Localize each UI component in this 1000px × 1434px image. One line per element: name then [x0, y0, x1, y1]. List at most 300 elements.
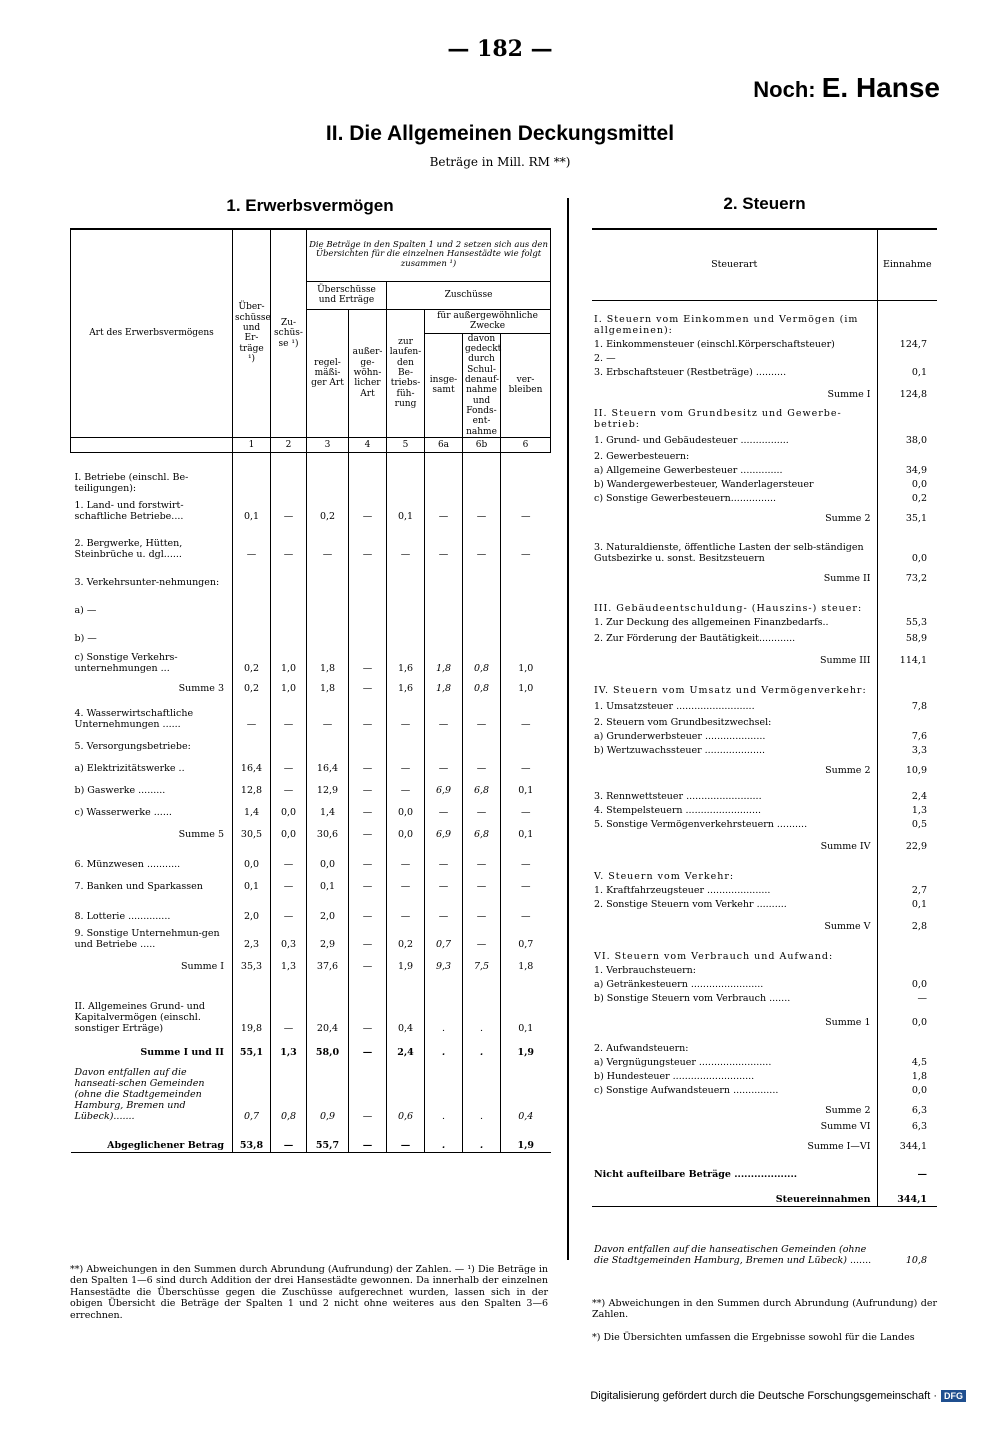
row-label: 3. Naturaldienste, öffentliche Lasten der selb-ständigen Gutsbezirke u. sonst. Besitzsteuern: [594, 541, 864, 564]
row-cell: 37,6: [307, 950, 349, 972]
row-cell: 0,1: [501, 774, 551, 796]
row-label: 4. Stempelsteuern .........................: [594, 804, 762, 816]
row-cell: —: [349, 644, 387, 674]
row-cell: 0,4: [501, 1058, 551, 1122]
table-row: [71, 674, 551, 694]
table-row: [592, 697, 937, 713]
row-value: 344,1: [877, 1181, 937, 1207]
table-row: [592, 337, 937, 351]
row-label: 8. Lotterie ..............: [74, 910, 171, 922]
row-label: Summe 1: [825, 1016, 871, 1028]
row-cell: 0,7: [233, 1058, 271, 1122]
section2-heading: 2. Steuern: [723, 194, 806, 213]
row-label: a) Grunderwerbsteuer ....................: [594, 730, 766, 742]
row-value: 38,0: [877, 431, 937, 447]
row-cell: —: [387, 752, 425, 774]
row-cell: [463, 560, 501, 588]
table-row: [592, 897, 937, 911]
row-cell: [233, 730, 271, 752]
row-cell: —: [425, 752, 463, 774]
row-cell: [463, 452, 501, 494]
row-value: 58,9: [877, 629, 937, 645]
row-cell: .: [463, 1122, 501, 1152]
row-cell: 0,3: [271, 922, 307, 950]
row-cell: 0,1: [501, 972, 551, 1034]
row-cell: 1,4: [307, 796, 349, 818]
row-value: [877, 713, 937, 729]
row-cell: —: [501, 752, 551, 774]
row-label: Summe I: [180, 960, 224, 972]
digitization-credit: [590, 1390, 966, 1402]
row-cell: —: [271, 1122, 307, 1152]
table-row: [592, 1083, 937, 1097]
row-cell: —: [501, 694, 551, 730]
row-cell: [501, 560, 551, 588]
row-cell: —: [501, 494, 551, 522]
row-cell: .: [425, 1034, 463, 1058]
footnote-right: **) Abweichungen in den Summen durch Abrundung (Aufrundung) der Zahlen.: [592, 1298, 937, 1321]
row-label: a) Vergnügungsteuer ........................: [594, 1056, 772, 1068]
row-label: Summe I und II: [140, 1046, 224, 1058]
col-ueberschuesse-header: Über-schüsse und Er-träge ¹): [233, 229, 271, 437]
col-num: 3: [307, 437, 349, 452]
row-label: Summe III: [819, 654, 871, 666]
row-cell: 1,0: [501, 644, 551, 674]
table-row: [71, 972, 551, 1034]
table-row: [592, 757, 937, 777]
footnote-left: **) Abweichungen in den Summen durch Abrundung (Aufrundung) der Zahlen. — ¹) Die Beträge in den Spalten 1—6 sind durch Addition der drei Hansestädte gewonnen. Da innerhalb der einzelnen Hansestädte die Überschüsse gegen die Zuschüsse aufgerechnet wurden, lassen sich in der obigen Übersicht die Beträge der Spalten 1 und 2 nicht ohne weiteres aus den Spalten 3—6 errechnen.: [70, 1264, 548, 1321]
row-cell: —: [501, 870, 551, 892]
row-value: 34,9: [877, 463, 937, 477]
row-cell: 0,9: [307, 1058, 349, 1122]
row-cell: 2,4: [387, 1034, 425, 1058]
row-cell: —: [463, 796, 501, 818]
table-row: [592, 713, 937, 729]
row-value: 35,1: [877, 505, 937, 525]
row-cell: .: [425, 1058, 463, 1122]
row-cell: 12,8: [233, 774, 271, 796]
row-cell: —: [387, 840, 425, 870]
row-label: c) Sonstige Aufwandsteuern ...............: [594, 1084, 779, 1096]
row-cell: 0,6: [387, 1058, 425, 1122]
row-value: 0,0: [877, 477, 937, 491]
row-cell: [349, 730, 387, 752]
row-cell: 1,3: [271, 1034, 307, 1058]
row-value: 344,1: [877, 1133, 937, 1153]
table-row: [592, 447, 937, 463]
row-cell: [387, 560, 425, 588]
row-cell: [307, 616, 349, 644]
table-row: [592, 379, 937, 401]
row-cell: 2,9: [307, 922, 349, 950]
row-value: 0,2: [877, 491, 937, 505]
row-cell: 2,0: [307, 892, 349, 922]
row-cell: 1,8: [307, 644, 349, 674]
row-cell: .: [463, 1034, 501, 1058]
col-num: 1: [233, 437, 271, 452]
row-value: 10,9: [877, 757, 937, 777]
row-cell: [271, 616, 307, 644]
table-row: [71, 616, 551, 644]
row-cell: 12,9: [307, 774, 349, 796]
row-value: 55,3: [877, 615, 937, 629]
row-cell: [425, 616, 463, 644]
row-cell: [463, 730, 501, 752]
row-label: Summe 3: [178, 682, 224, 694]
row-label: Abgeglichener Betrag: [71, 1122, 233, 1152]
row-label: II. Allgemeines Grund- und Kapitalvermögen (einschl. sonstiger Erträge): [74, 1000, 205, 1034]
table-row: [71, 1122, 551, 1152]
table-row: [592, 1181, 937, 1207]
row-cell: [501, 730, 551, 752]
row-label: Summe VI: [820, 1120, 871, 1132]
row-label: b) —: [74, 632, 97, 644]
row-cell: 0,0: [387, 796, 425, 818]
row-cell: —: [271, 892, 307, 922]
row-cell: 6,9: [425, 818, 463, 840]
row-label: Summe IV: [820, 840, 871, 852]
row-cell: 0,1: [387, 494, 425, 522]
row-label: 3. Verkehrsunter-nehmungen:: [74, 576, 220, 588]
steuern-table: [592, 228, 937, 1267]
row-label: Summe I: [827, 388, 871, 400]
col-num: 2: [271, 437, 307, 452]
row-label: Summe V: [824, 920, 871, 932]
row-value: 2,4: [877, 777, 937, 803]
table-row: [592, 933, 937, 963]
col-steuerart-header: Steuerart: [592, 229, 877, 301]
row-cell: —: [463, 694, 501, 730]
col-num: 6a: [425, 437, 463, 452]
row-cell: .: [463, 1058, 501, 1122]
row-label: Summe 2: [825, 512, 871, 524]
row-value: [877, 853, 937, 883]
dfg-logo: DFG: [941, 1390, 966, 1402]
row-cell: —: [425, 892, 463, 922]
row-cell: 0,8: [463, 644, 501, 674]
row-label: Steuereinnahmen: [592, 1181, 877, 1207]
row-cell: 0,2: [233, 674, 271, 694]
row-label: b) Hundesteuer ...........................: [594, 1070, 755, 1082]
row-cell: —: [501, 840, 551, 870]
row-cell: 1,0: [271, 674, 307, 694]
row-cell: 7,5: [463, 950, 501, 972]
row-value: 124,7: [877, 337, 937, 351]
row-cell: 35,3: [233, 950, 271, 972]
row-cell: [271, 452, 307, 494]
row-value: 0,0: [877, 525, 937, 565]
running-head-main: E. Hanse: [821, 72, 940, 103]
row-value: 2,8: [877, 911, 937, 933]
row-value: 0,1: [877, 897, 937, 911]
row-cell: 6,8: [463, 818, 501, 840]
col-ausserg-header: außer-ge-wöhn-licher Art: [349, 309, 387, 437]
table-row: [592, 565, 937, 585]
row-cell: —: [233, 694, 271, 730]
row-cell: 1,4: [233, 796, 271, 818]
row-cell: 30,5: [233, 818, 271, 840]
col-num: 5: [387, 437, 425, 452]
row-cell: 30,6: [307, 818, 349, 840]
page-number: — 182 —: [447, 36, 553, 62]
row-value: 7,8: [877, 697, 937, 713]
row-label: 2. Zur Förderung der Bautätigkeit............: [594, 632, 796, 644]
table-row: [71, 796, 551, 818]
table-row: [71, 950, 551, 972]
row-label: 1. Zur Deckung des allgemeinen Finanzbedarfs..: [594, 616, 829, 628]
col-laufend-header: zur laufen-den Be-triebs-füh-rung: [387, 309, 425, 437]
row-cell: [307, 452, 349, 494]
row-cell: .: [463, 972, 501, 1034]
row-cell: 1,9: [501, 1122, 551, 1152]
row-cell: —: [349, 522, 387, 560]
row-cell: 1,8: [425, 644, 463, 674]
table-row: [592, 615, 937, 629]
row-label: 6. Münzwesen ...........: [74, 858, 181, 870]
row-value: 0,0: [877, 1083, 937, 1097]
col-ue-ertraege-header: Überschüsse und Erträge: [307, 281, 387, 309]
row-cell: [387, 588, 425, 616]
row-cell: —: [463, 892, 501, 922]
row-cell: 0,0: [233, 840, 271, 870]
table-row: [592, 743, 937, 757]
row-value: 4,5: [877, 1055, 937, 1069]
row-cell: 55,7: [307, 1122, 349, 1152]
col-gedeckt-header: davon gedeckt durch Schul-denauf-nahme und Fonds-ent-nahme: [463, 333, 501, 437]
col-ausserord-zwecke-header: für außergewöhnliche Zwecke: [425, 309, 551, 333]
row-cell: [349, 616, 387, 644]
table-row: [592, 477, 937, 491]
table-row: [592, 1207, 937, 1267]
row-cell: —: [349, 870, 387, 892]
row-label: 2. Sonstige Steuern vom Verkehr ..........: [594, 898, 787, 910]
row-cell: —: [271, 694, 307, 730]
row-cell: [307, 588, 349, 616]
table-row: [592, 803, 937, 817]
table-row: [592, 729, 937, 743]
row-label: a) Elektrizitätswerke ..: [74, 762, 185, 774]
row-label: Summe 5: [178, 828, 224, 840]
row-value: 1,8: [877, 1069, 937, 1083]
row-value: 73,2: [877, 565, 937, 585]
row-cell: [349, 560, 387, 588]
row-label: a) Getränkesteuern ........................: [594, 978, 764, 990]
row-cell: [233, 452, 271, 494]
row-label: 1. Einkommensteuer (einschl.Körperschaftsteuer): [594, 338, 835, 350]
row-cell: [463, 588, 501, 616]
table-row: [71, 774, 551, 796]
table-row: [592, 817, 937, 831]
row-cell: —: [349, 774, 387, 796]
row-cell: —: [349, 922, 387, 950]
table-row: [71, 588, 551, 616]
page-title: II. Die Allgemeinen Deckungsmittel: [325, 122, 675, 145]
col-zuschuesse2-header: Zuschüsse: [387, 281, 551, 309]
row-cell: 0,2: [307, 494, 349, 522]
row-value: 124,8: [877, 379, 937, 401]
row-cell: 1,8: [307, 674, 349, 694]
row-cell: 1,8: [425, 674, 463, 694]
table-row: [592, 463, 937, 477]
row-cell: —: [349, 694, 387, 730]
row-cell: [233, 588, 271, 616]
table-row: [592, 585, 937, 615]
table-row: [71, 560, 551, 588]
row-cell: —: [387, 892, 425, 922]
row-cell: —: [349, 796, 387, 818]
row-value: 0,0: [877, 1005, 937, 1029]
row-cell: 0,1: [233, 494, 271, 522]
row-cell: [271, 560, 307, 588]
row-cell: 2,3: [233, 922, 271, 950]
row-cell: —: [463, 494, 501, 522]
row-cell: 0,2: [233, 644, 271, 674]
row-cell: 9,3: [425, 950, 463, 972]
row-cell: [501, 588, 551, 616]
row-label: 1. Kraftfahrzeugsteuer .....................: [594, 884, 771, 896]
row-label: I. Betriebe (einschl. Be-teiligungen):: [74, 471, 189, 494]
row-label: 5. Versorgungsbetriebe:: [74, 740, 191, 752]
row-value: 22,9: [877, 831, 937, 853]
row-cell: —: [425, 870, 463, 892]
table-row: [71, 644, 551, 674]
table-row: [592, 431, 937, 447]
table-row: [592, 1097, 937, 1117]
row-cell: 1,9: [387, 950, 425, 972]
table-row: [592, 1069, 937, 1083]
running-head: [753, 72, 940, 104]
row-cell: —: [271, 752, 307, 774]
row-cell: —: [271, 494, 307, 522]
row-value: [877, 401, 937, 431]
row-cell: 58,0: [307, 1034, 349, 1058]
row-cell: 0,2: [387, 922, 425, 950]
row-cell: [425, 560, 463, 588]
row-label: b) Gaswerke .........: [74, 784, 166, 796]
row-cell: 6,9: [425, 774, 463, 796]
section1-heading: 1. Erwerbsvermögen: [226, 196, 394, 215]
row-cell: [425, 588, 463, 616]
row-cell: [387, 616, 425, 644]
row-cell: —: [349, 752, 387, 774]
row-value: 0,1: [877, 365, 937, 379]
table-row: [592, 853, 937, 883]
row-value: [877, 447, 937, 463]
row-cell: 0,8: [463, 674, 501, 694]
table-row: [71, 694, 551, 730]
row-cell: 1,3: [271, 950, 307, 972]
col-num: 6: [501, 437, 551, 452]
row-cell: [425, 730, 463, 752]
row-cell: —: [425, 522, 463, 560]
row-cell: 0,0: [271, 818, 307, 840]
table-row: [592, 977, 937, 991]
row-value: [877, 933, 937, 963]
table-row: [592, 911, 937, 933]
row-cell: —: [349, 950, 387, 972]
row-label: 7. Banken und Sparkassen: [74, 880, 203, 892]
row-cell: [501, 452, 551, 494]
table-row: [71, 1034, 551, 1058]
row-label: IV. Steuern vom Umsatz und Vermögenverkehr:: [594, 684, 867, 696]
row-cell: —: [349, 1058, 387, 1122]
footnote-right-2: *) Die Übersichten umfassen die Ergebnisse sowohl für die Landes: [592, 1332, 915, 1343]
row-label: b) Wandergewerbesteuer, Wanderlagersteuer: [594, 478, 814, 490]
col-einnahme-header: Einnahme: [877, 229, 937, 301]
row-cell: 0,7: [501, 922, 551, 950]
table-row: [592, 963, 937, 977]
row-label: 2. Gewerbesteuern:: [594, 450, 690, 462]
row-cell: —: [349, 972, 387, 1034]
row-cell: —: [425, 840, 463, 870]
row-cell: 1,8: [501, 950, 551, 972]
row-cell: [349, 588, 387, 616]
row-cell: [233, 560, 271, 588]
table-row: [592, 1055, 937, 1069]
row-label: c) Wasserwerke ......: [74, 806, 172, 818]
row-label: c) Sonstige Verkehrs-unternehmungen ...: [74, 651, 178, 674]
row-cell: 1,6: [387, 644, 425, 674]
row-label: III. Gebäudeentschuldung- (Hauszins-) steuer:: [594, 602, 863, 614]
row-cell: —: [463, 922, 501, 950]
col-num: 6b: [463, 437, 501, 452]
col-num-blank: [71, 437, 233, 452]
row-value: 114,1: [877, 645, 937, 667]
row-cell: 0,8: [271, 1058, 307, 1122]
table-row: [71, 818, 551, 840]
row-cell: [307, 560, 349, 588]
row-cell: —: [349, 818, 387, 840]
col-num: 4: [349, 437, 387, 452]
row-value: 6,3: [877, 1097, 937, 1117]
row-label: 1. Umsatzsteuer ..........................: [594, 700, 755, 712]
row-cell: 0,1: [501, 818, 551, 840]
digitization-text: Digitalisierung gefördert durch die Deutsche Forschungsgemeinschaft ·: [590, 1390, 937, 1402]
table-row: [71, 730, 551, 752]
row-cell: 0,4: [387, 972, 425, 1034]
table-row: [592, 351, 937, 365]
row-cell: —: [463, 870, 501, 892]
table-row: [592, 831, 937, 853]
table-row: [592, 1029, 937, 1055]
row-label: 2. Aufwandsteuern:: [594, 1042, 689, 1054]
row-cell: 0,0: [387, 818, 425, 840]
row-label: 9. Sonstige Unternehmun-gen und Betriebe .....: [74, 927, 220, 950]
row-cell: —: [349, 840, 387, 870]
row-cell: 55,1: [233, 1034, 271, 1058]
col-note-header: Die Beträge in den Spalten 1 und 2 setzen sich aus den Übersichten für die einzelnen Hansestädte wie folgt zusammen ¹): [307, 229, 551, 281]
row-label: 3. Erbschaftsteuer (Restbeträge) ..........: [594, 366, 787, 378]
row-cell: —: [387, 1122, 425, 1152]
row-cell: [271, 730, 307, 752]
row-value: [877, 301, 937, 337]
row-cell: [463, 616, 501, 644]
row-cell: [271, 588, 307, 616]
table-row: [592, 1153, 937, 1181]
row-cell: 0,7: [425, 922, 463, 950]
row-label: I. Steuern vom Einkommen und Vermögen (im allgemeinen):: [594, 313, 859, 336]
col-zuschuesse-header: Zu-schüs-se ¹): [271, 229, 307, 437]
row-cell: —: [425, 796, 463, 818]
row-label: Davon entfallen auf die hanseati-schen Gemeinden (ohne die Stadtgemeinden Hamburg, Bremen und Lübeck).......: [74, 1066, 205, 1122]
row-cell: .: [425, 972, 463, 1034]
row-cell: —: [349, 494, 387, 522]
row-cell: [501, 616, 551, 644]
row-label: 4. Wasserwirtschaftliche Unternehmungen ......: [74, 707, 194, 730]
row-cell: 20,4: [307, 972, 349, 1034]
table-row: [71, 494, 551, 522]
row-label: 2. —: [594, 352, 616, 364]
